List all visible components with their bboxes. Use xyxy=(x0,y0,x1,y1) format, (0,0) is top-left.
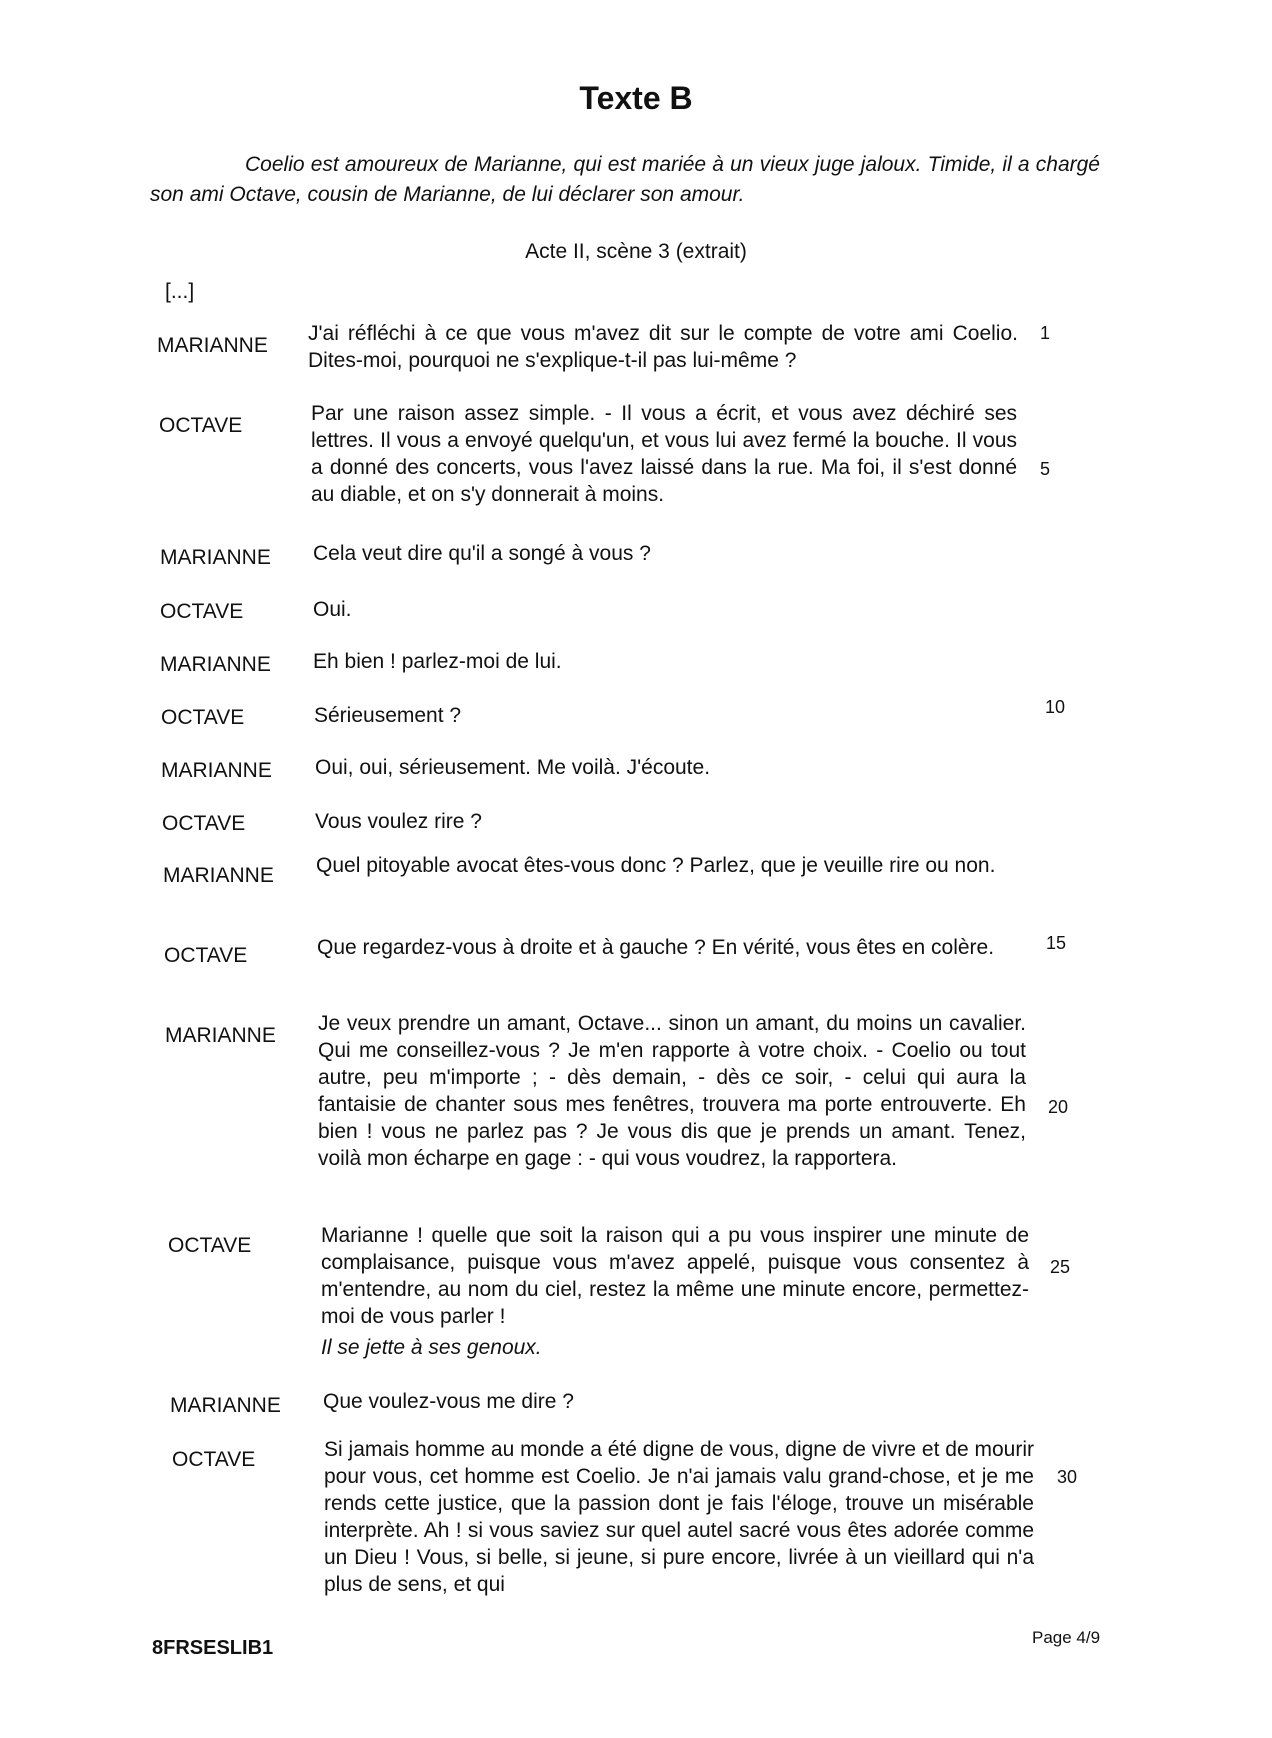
speech-text: Je veux prendre un amant, Octave... sinon un amant, du moins un cavalier. Qui me conseillez-vous ? Je m'en rapporte à votre choix. - Coelio ou tout autre, peu m'importe ; - dès demain, - dès ce soir, - celui qui aura la fantaisie de chanter sous mes fenêtres, trouvera ma porte entrouverte. Eh bien ! vous ne parlez pas ? Je vous dis que je prends un amant. Tenez, voilà mon écharpe en gage : - qui vous voudrez, la rapportera. xyxy=(318,1012,1026,1170)
speaker-name: OCTAVE xyxy=(161,706,245,729)
speaker-name: MARIANNE xyxy=(160,546,271,569)
speaker-name: OCTAVE xyxy=(164,944,248,967)
speech-text: Par une raison assez simple. - Il vous a écrit, et vous avez déchiré ses lettres. Il vous a envoyé quelqu'un, et vous lui avez fermé la bouche. Il vous a donné des concerts, vous l'avez laissé dans la rue. Ma foi, il s'est donné au diable, et on s'y donnerait à moins. xyxy=(311,402,1017,506)
speech-text: Oui. xyxy=(313,598,352,621)
line-number: 1 xyxy=(1040,323,1051,343)
intro-paragraph: Coelio est amoureux de Marianne, qui est mariée à un vieux juge jaloux. Timide, il a chargé son ami Octave, cousin de Marianne, de lui déclarer son amour. xyxy=(150,153,1100,206)
line-number: 20 xyxy=(1048,1097,1069,1117)
speaker-name: MARIANNE xyxy=(161,759,272,782)
act-heading: Acte II, scène 3 (extrait) xyxy=(525,240,747,263)
speaker-name: OCTAVE xyxy=(168,1234,252,1257)
document-code: 8FRSESLIB1 xyxy=(152,1637,274,1659)
speech-text: Sérieusement ? xyxy=(314,704,462,727)
line-number: 30 xyxy=(1057,1467,1078,1487)
stage-direction: Il se jette à ses genoux. xyxy=(321,1336,542,1359)
speech-text: J'ai réfléchi à ce que vous m'avez dit sur le compte de votre ami Coelio. Dites-moi, pourquoi ne s'explique-t-il pas lui-même ? xyxy=(308,322,1018,372)
speech-text: Que regardez-vous à droite et à gauche ? En vérité, vous êtes en colère. xyxy=(317,936,995,959)
speaker-name: OCTAVE xyxy=(159,414,243,437)
speech-text: Eh bien ! parlez-moi de lui. xyxy=(313,650,562,673)
line-number: 5 xyxy=(1040,459,1051,479)
speech-text: Quel pitoyable avocat êtes-vous donc ? Parlez, que je veuille rire ou non. xyxy=(316,854,996,877)
page-title: Texte B xyxy=(579,80,693,116)
ellipsis-marker: [...] xyxy=(165,280,195,303)
speaker-name: OCTAVE xyxy=(160,600,244,623)
speaker-name: MARIANNE xyxy=(160,653,271,676)
speaker-name: MARIANNE xyxy=(170,1394,281,1417)
speaker-name: MARIANNE xyxy=(163,864,274,887)
speech-text: Vous voulez rire ? xyxy=(315,810,482,833)
speech-text: Cela veut dire qu'il a songé à vous ? xyxy=(313,542,651,565)
speech-body: Marianne ! quelle que soit la raison qui a pu vous inspirer une minute de complaisance, puisque vous m'avez appelé, puisque vous consentez à m'entendre, au nom du ciel, restez la même une minute encore, permettez-moi de vous parler ! xyxy=(321,1224,1029,1328)
speech-text: Que voulez-vous me dire ? xyxy=(323,1390,574,1413)
speaker-name: OCTAVE xyxy=(162,812,246,835)
page-number: Page 4/9 xyxy=(1032,1628,1101,1647)
speaker-name: MARIANNE xyxy=(165,1024,276,1047)
speech-text xyxy=(321,1222,1029,1361)
line-number: 15 xyxy=(1046,933,1067,953)
speaker-name: OCTAVE xyxy=(172,1448,256,1471)
line-number: 25 xyxy=(1050,1257,1071,1277)
speaker-name: MARIANNE xyxy=(157,334,268,357)
line-number: 10 xyxy=(1045,697,1066,717)
speech-text: Oui, oui, sérieusement. Me voilà. J'écoute. xyxy=(315,756,711,779)
speech-text: Si jamais homme au monde a été digne de vous, digne de vivre et de mourir pour vous, cet homme est Coelio. Je n'ai jamais valu grand-chose, et je me rends cette justice, que la passion dont je fais l'éloge, trouve un misérable interprète. Ah ! si vous saviez sur quel autel sacré vous êtes adorée comme un Dieu ! Vous, si belle, si jeune, si pure encore, livrée à un vieillard qui n'a plus de sens, et qui xyxy=(324,1438,1034,1596)
